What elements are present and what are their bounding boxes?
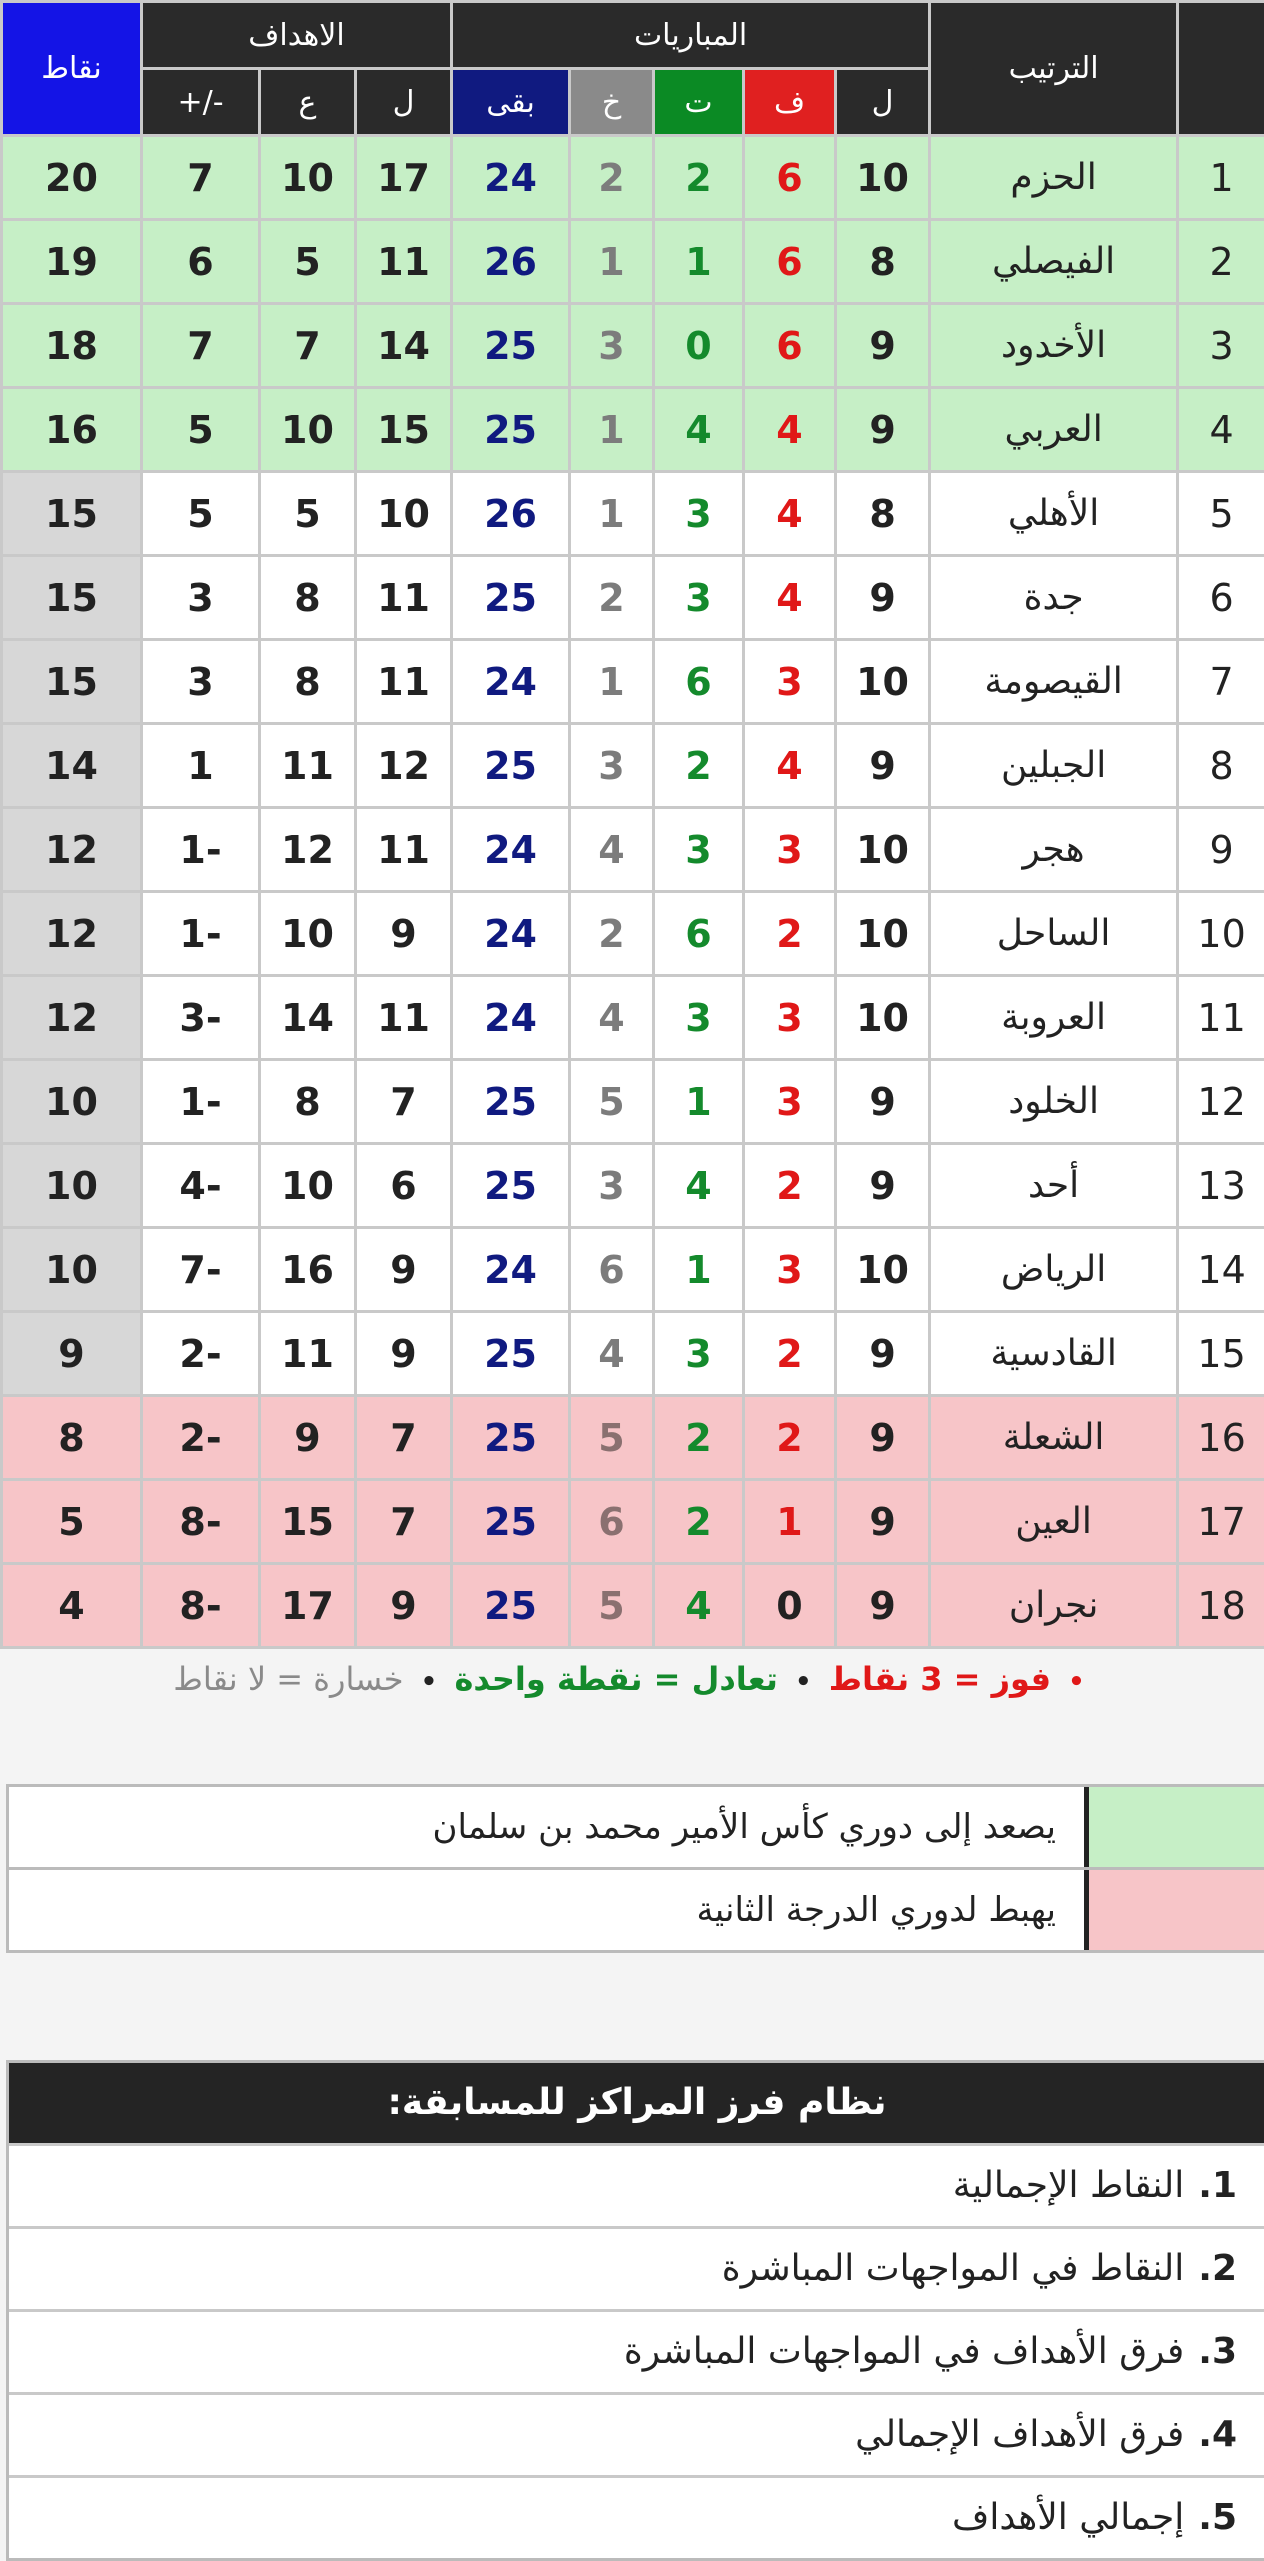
lost-cell: 4 — [570, 976, 654, 1060]
goal-diff-cell: 4- — [142, 1144, 260, 1228]
goals-for-cell: 9 — [356, 892, 452, 976]
drawn-cell: 4 — [654, 388, 744, 472]
points-cell: 10 — [2, 1060, 142, 1144]
lost-cell: 5 — [570, 1396, 654, 1480]
ranking-header[interactable]: الترتيب — [930, 2, 1178, 136]
drawn-cell: 4 — [654, 1564, 744, 1648]
position-cell: 12 — [1178, 1060, 1264, 1144]
points-cell: 16 — [2, 388, 142, 472]
position-cell: 18 — [1178, 1564, 1264, 1648]
team-name[interactable]: الأخدود — [930, 304, 1178, 388]
lost-cell: 3 — [570, 724, 654, 808]
won-cell: 4 — [744, 388, 836, 472]
points-cell: 12 — [2, 808, 142, 892]
drawn-cell: 2 — [654, 136, 744, 220]
tiebreak-num: 4. — [1198, 2414, 1237, 2455]
table-row[interactable] — [2, 1396, 1264, 1480]
tiebreak-num: 5. — [1198, 2497, 1237, 2538]
points-cell: 15 — [2, 472, 142, 556]
points-cell: 12 — [2, 892, 142, 976]
goals-against-cell: 17 — [260, 1564, 356, 1648]
position-cell: 13 — [1178, 1144, 1264, 1228]
goal-diff-cell: 7 — [142, 136, 260, 220]
team-name[interactable]: أحد — [930, 1144, 1178, 1228]
won-cell: 4 — [744, 556, 836, 640]
won-cell: 2 — [744, 1144, 836, 1228]
goal-diff-cell: 7- — [142, 1228, 260, 1312]
table-row[interactable] — [2, 808, 1264, 892]
tiebreak-title: نظام فرز المراكز للمسابقة: — [9, 2063, 1264, 2143]
won-cell: 3 — [744, 1228, 836, 1312]
goals-against-cell: 14 — [260, 976, 356, 1060]
legend-draw: تعادل = نقطة واحدة — [454, 1660, 777, 1698]
zone-key — [6, 1784, 1264, 1953]
goals-for-cell: 11 — [356, 976, 452, 1060]
team-name[interactable]: الخلود — [930, 1060, 1178, 1144]
remaining-cell: 25 — [452, 388, 570, 472]
remaining-cell: 24 — [452, 808, 570, 892]
goal-diff-cell: 8- — [142, 1480, 260, 1564]
remaining-cell: 26 — [452, 472, 570, 556]
goal-diff-cell: 1- — [142, 892, 260, 976]
promotion-swatch — [1084, 1787, 1264, 1867]
played-cell: 8 — [836, 472, 930, 556]
remaining-cell: 25 — [452, 1060, 570, 1144]
tiebreak-item — [9, 2143, 1264, 2226]
played-cell: 10 — [836, 892, 930, 976]
goals-against-cell: 12 — [260, 808, 356, 892]
drawn-cell: 1 — [654, 220, 744, 304]
legend-bullet: • — [795, 1667, 812, 1697]
points-cell: 9 — [2, 1312, 142, 1396]
goals-against-cell: 15 — [260, 1480, 356, 1564]
goal-diff-cell: 1- — [142, 1060, 260, 1144]
drawn-header[interactable]: ت — [654, 69, 744, 136]
won-cell: 4 — [744, 472, 836, 556]
team-name[interactable]: الشعلة — [930, 1396, 1178, 1480]
lost-cell: 1 — [570, 640, 654, 724]
goals-for-cell: 11 — [356, 640, 452, 724]
table-row[interactable] — [2, 976, 1264, 1060]
played-cell: 10 — [836, 808, 930, 892]
table-row[interactable] — [2, 1144, 1264, 1228]
drawn-cell: 2 — [654, 1396, 744, 1480]
lost-cell: 2 — [570, 892, 654, 976]
goals-for-header[interactable]: ل — [356, 69, 452, 136]
table-row[interactable] — [2, 304, 1264, 388]
goal-diff-cell: 1- — [142, 808, 260, 892]
won-header[interactable]: ف — [744, 69, 836, 136]
won-cell: 3 — [744, 976, 836, 1060]
table-row[interactable] — [2, 1060, 1264, 1144]
key-row-promotion — [9, 1787, 1264, 1870]
won-cell: 0 — [744, 1564, 836, 1648]
tiebreak-text: النقاط الإجمالية — [953, 2165, 1184, 2206]
goals-for-cell: 9 — [356, 1312, 452, 1396]
drawn-cell: 2 — [654, 1480, 744, 1564]
points-header[interactable]: نقاط — [2, 2, 142, 136]
goal-diff-cell: 3 — [142, 640, 260, 724]
table-row[interactable] — [2, 136, 1264, 220]
lost-cell: 6 — [570, 1480, 654, 1564]
remaining-cell: 24 — [452, 976, 570, 1060]
goals-for-cell: 7 — [356, 1060, 452, 1144]
team-name[interactable]: الحزم — [930, 136, 1178, 220]
team-name[interactable]: القادسية — [930, 1312, 1178, 1396]
played-cell: 10 — [836, 976, 930, 1060]
tiebreak-text: فرق الأهداف في المواجهات المباشرة — [624, 2331, 1184, 2372]
points-cell: 10 — [2, 1144, 142, 1228]
goals-against-cell: 10 — [260, 388, 356, 472]
table-row[interactable] — [2, 1312, 1264, 1396]
team-name[interactable]: العربي — [930, 388, 1178, 472]
table-row[interactable] — [2, 220, 1264, 304]
won-cell: 2 — [744, 1312, 836, 1396]
legend-bullet: • — [1068, 1667, 1085, 1697]
goal-diff-cell: 6 — [142, 220, 260, 304]
won-cell: 3 — [744, 640, 836, 724]
goals-header: الاهداف — [142, 2, 452, 69]
position-cell: 11 — [1178, 976, 1264, 1060]
lost-cell: 2 — [570, 136, 654, 220]
won-cell: 3 — [744, 808, 836, 892]
points-cell: 14 — [2, 724, 142, 808]
played-cell: 9 — [836, 304, 930, 388]
won-cell: 2 — [744, 892, 836, 976]
team-name[interactable]: العروبة — [930, 976, 1178, 1060]
lost-header[interactable]: خ — [570, 69, 654, 136]
goals-against-cell: 8 — [260, 1060, 356, 1144]
goals-against-cell: 9 — [260, 1396, 356, 1480]
position-cell: 4 — [1178, 388, 1264, 472]
goals-for-cell: 12 — [356, 724, 452, 808]
team-name[interactable]: الفيصلي — [930, 220, 1178, 304]
goals-for-cell: 7 — [356, 1480, 452, 1564]
tiebreak-text: إجمالي الأهداف — [952, 2497, 1184, 2538]
remaining-cell: 25 — [452, 1396, 570, 1480]
points-cell: 5 — [2, 1480, 142, 1564]
played-cell: 9 — [836, 1144, 930, 1228]
goals-against-cell: 5 — [260, 472, 356, 556]
table-row[interactable] — [2, 640, 1264, 724]
tiebreak-item — [9, 2309, 1264, 2392]
remaining-cell: 25 — [452, 1144, 570, 1228]
team-name[interactable]: القيصومة — [930, 640, 1178, 724]
points-cell: 8 — [2, 1396, 142, 1480]
played-cell: 9 — [836, 724, 930, 808]
lost-cell: 1 — [570, 220, 654, 304]
remaining-cell: 24 — [452, 640, 570, 724]
drawn-cell: 2 — [654, 724, 744, 808]
goals-for-cell: 17 — [356, 136, 452, 220]
played-header[interactable]: ل — [836, 69, 930, 136]
goals-for-cell: 9 — [356, 1228, 452, 1312]
lost-cell: 5 — [570, 1060, 654, 1144]
points-cell: 20 — [2, 136, 142, 220]
key-promotion-text: يصعد إلى دوري كأس الأمير محمد بن سلمان — [9, 1787, 1084, 1867]
drawn-cell: 3 — [654, 976, 744, 1060]
lost-cell: 3 — [570, 1144, 654, 1228]
goals-against-cell: 11 — [260, 1312, 356, 1396]
table-row[interactable] — [2, 892, 1264, 976]
drawn-cell: 6 — [654, 640, 744, 724]
table-row[interactable] — [2, 472, 1264, 556]
remaining-cell: 26 — [452, 220, 570, 304]
drawn-cell: 4 — [654, 1144, 744, 1228]
points-cell: 15 — [2, 640, 142, 724]
position-cell: 15 — [1178, 1312, 1264, 1396]
position-header — [1178, 2, 1264, 136]
legend-win: فوز = 3 نقاط — [829, 1660, 1051, 1698]
drawn-cell: 3 — [654, 1312, 744, 1396]
remaining-cell: 25 — [452, 1480, 570, 1564]
played-cell: 9 — [836, 1060, 930, 1144]
won-cell: 2 — [744, 1396, 836, 1480]
points-cell: 15 — [2, 556, 142, 640]
lost-cell: 6 — [570, 1228, 654, 1312]
goals-for-cell: 15 — [356, 388, 452, 472]
table-row[interactable] — [2, 556, 1264, 640]
drawn-cell: 3 — [654, 472, 744, 556]
team-name[interactable]: هجر — [930, 808, 1178, 892]
position-cell: 7 — [1178, 640, 1264, 724]
position-cell: 14 — [1178, 1228, 1264, 1312]
remaining-cell: 25 — [452, 1312, 570, 1396]
drawn-cell: 6 — [654, 892, 744, 976]
position-cell: 16 — [1178, 1396, 1264, 1480]
goals-against-cell: 7 — [260, 304, 356, 388]
drawn-cell: 3 — [654, 808, 744, 892]
tiebreak-item — [9, 2226, 1264, 2309]
played-cell: 10 — [836, 136, 930, 220]
drawn-cell: 1 — [654, 1060, 744, 1144]
tiebreak-item — [9, 2392, 1264, 2475]
goals-for-cell: 9 — [356, 1564, 452, 1648]
goals-for-cell: 7 — [356, 1396, 452, 1480]
goal-diff-cell: 7 — [142, 304, 260, 388]
goals-for-cell: 6 — [356, 1144, 452, 1228]
goal-diff-cell: 8- — [142, 1564, 260, 1648]
goals-against-cell: 10 — [260, 136, 356, 220]
goals-against-cell: 8 — [260, 640, 356, 724]
goals-against-cell: 10 — [260, 892, 356, 976]
lost-cell: 2 — [570, 556, 654, 640]
table-row[interactable] — [2, 1228, 1264, 1312]
drawn-cell: 3 — [654, 556, 744, 640]
played-cell: 9 — [836, 556, 930, 640]
remaining-cell: 24 — [452, 136, 570, 220]
table-row[interactable] — [2, 1564, 1264, 1648]
goal-diff-cell: 3 — [142, 556, 260, 640]
relegation-swatch — [1084, 1870, 1264, 1950]
goals-against-cell: 16 — [260, 1228, 356, 1312]
goal-diff-cell: 1 — [142, 724, 260, 808]
goals-for-cell: 11 — [356, 808, 452, 892]
remaining-cell: 25 — [452, 724, 570, 808]
remaining-cell: 25 — [452, 1564, 570, 1648]
team-name[interactable]: جدة — [930, 556, 1178, 640]
lost-cell: 1 — [570, 472, 654, 556]
tiebreak-text: فرق الأهداف الإجمالي — [855, 2414, 1184, 2455]
team-name[interactable]: الأهلي — [930, 472, 1178, 556]
points-legend — [0, 1660, 1264, 1698]
won-cell: 6 — [744, 304, 836, 388]
goals-for-cell: 11 — [356, 556, 452, 640]
goal-diff-cell: 5 — [142, 472, 260, 556]
won-cell: 4 — [744, 724, 836, 808]
key-row-relegation — [9, 1870, 1264, 1950]
position-cell: 9 — [1178, 808, 1264, 892]
remaining-header[interactable]: بقى — [452, 69, 570, 136]
remaining-cell: 25 — [452, 556, 570, 640]
goal-diff-cell: 2- — [142, 1396, 260, 1480]
points-cell: 12 — [2, 976, 142, 1060]
points-cell: 18 — [2, 304, 142, 388]
position-cell: 5 — [1178, 472, 1264, 556]
goals-against-cell: 8 — [260, 556, 356, 640]
played-cell: 10 — [836, 1228, 930, 1312]
goals-against-cell: 11 — [260, 724, 356, 808]
points-cell: 19 — [2, 220, 142, 304]
position-cell: 10 — [1178, 892, 1264, 976]
points-cell: 10 — [2, 1228, 142, 1312]
played-cell: 10 — [836, 640, 930, 724]
won-cell: 3 — [744, 1060, 836, 1144]
played-cell: 9 — [836, 1396, 930, 1480]
lost-cell: 5 — [570, 1564, 654, 1648]
legend-loss: خسارة = لا نقاط — [173, 1660, 403, 1698]
remaining-cell: 24 — [452, 892, 570, 976]
position-cell: 3 — [1178, 304, 1264, 388]
team-name[interactable]: الرياض — [930, 1228, 1178, 1312]
team-name[interactable]: نجران — [930, 1564, 1178, 1648]
tiebreak-num: 1. — [1198, 2165, 1237, 2206]
position-cell: 17 — [1178, 1480, 1264, 1564]
goal-diff-cell: 2- — [142, 1312, 260, 1396]
won-cell: 1 — [744, 1480, 836, 1564]
key-relegation-text: يهبط لدوري الدرجة الثانية — [9, 1870, 1084, 1950]
played-cell: 9 — [836, 1312, 930, 1396]
matches-header: المباريات — [452, 2, 930, 69]
goals-against-header[interactable]: ع — [260, 69, 356, 136]
team-name[interactable]: الساحل — [930, 892, 1178, 976]
played-cell: 8 — [836, 220, 930, 304]
played-cell: 9 — [836, 1480, 930, 1564]
lost-cell: 4 — [570, 1312, 654, 1396]
table-row[interactable] — [2, 1480, 1264, 1564]
tiebreak-item — [9, 2475, 1264, 2558]
goals-for-cell: 10 — [356, 472, 452, 556]
position-cell: 2 — [1178, 220, 1264, 304]
tiebreak-text: النقاط في المواجهات المباشرة — [722, 2248, 1184, 2289]
table-row[interactable] — [2, 724, 1264, 808]
remaining-cell: 24 — [452, 1228, 570, 1312]
tiebreak-panel — [6, 2060, 1264, 2561]
goals-for-cell: 14 — [356, 304, 452, 388]
points-cell: 4 — [2, 1564, 142, 1648]
tiebreak-num: 2. — [1198, 2248, 1237, 2289]
won-cell: 6 — [744, 136, 836, 220]
table-row[interactable] — [2, 388, 1264, 472]
goal-diff-header[interactable]: +/- — [142, 69, 260, 136]
drawn-cell: 1 — [654, 1228, 744, 1312]
played-cell: 9 — [836, 388, 930, 472]
lost-cell: 4 — [570, 808, 654, 892]
team-name[interactable]: الجبلين — [930, 724, 1178, 808]
legend-bullet: • — [421, 1667, 438, 1697]
goal-diff-cell: 3- — [142, 976, 260, 1060]
tiebreak-num: 3. — [1198, 2331, 1237, 2372]
lost-cell: 1 — [570, 388, 654, 472]
lost-cell: 3 — [570, 304, 654, 388]
position-cell: 8 — [1178, 724, 1264, 808]
goals-against-cell: 10 — [260, 1144, 356, 1228]
goals-against-cell: 5 — [260, 220, 356, 304]
won-cell: 6 — [744, 220, 836, 304]
team-name[interactable]: العين — [930, 1480, 1178, 1564]
standings-body — [2, 136, 1264, 1648]
played-cell: 9 — [836, 1564, 930, 1648]
remaining-cell: 25 — [452, 304, 570, 388]
drawn-cell: 0 — [654, 304, 744, 388]
goal-diff-cell: 5 — [142, 388, 260, 472]
position-cell: 1 — [1178, 136, 1264, 220]
goals-for-cell: 11 — [356, 220, 452, 304]
position-cell: 6 — [1178, 556, 1264, 640]
